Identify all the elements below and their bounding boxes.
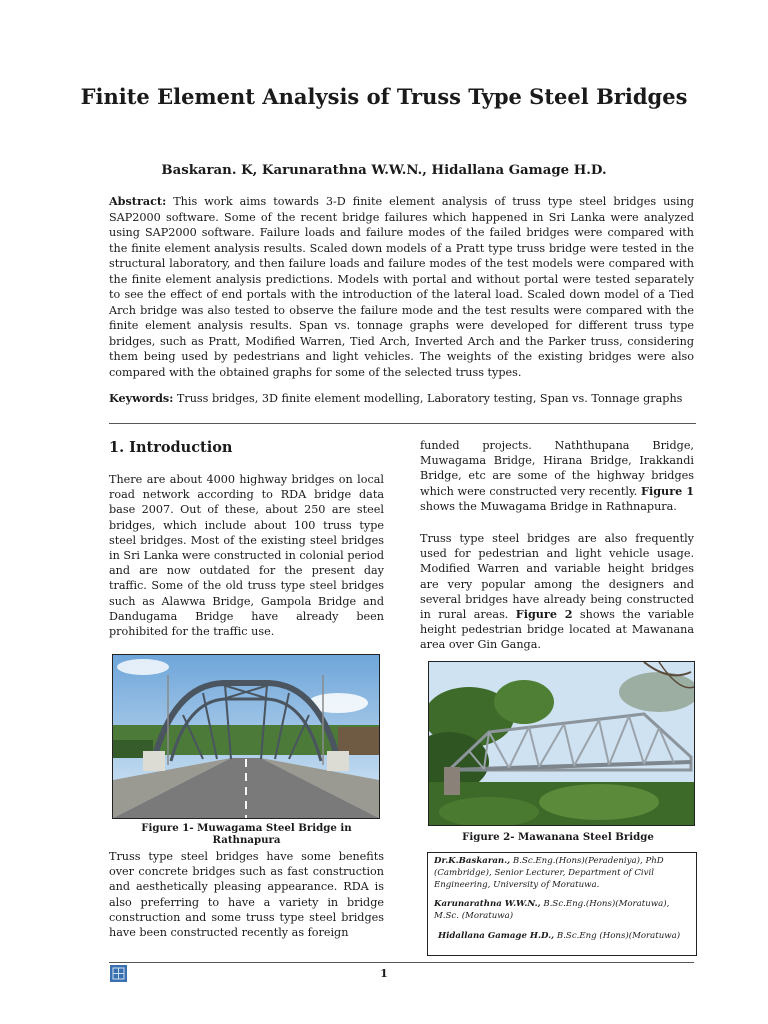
figure-1-image [112, 654, 380, 819]
muwagama-bridge-illustration [113, 655, 379, 818]
paragraph-tail: shows the Muwagama Bridge in Rathnapura. [420, 499, 677, 513]
footer-divider [109, 962, 694, 963]
paragraph-text: funded projects. Naththupana Bridge, Muwagama Bridge, Hirana Bridge, Irakkandi Bridge, etc are some of the highway bridges which were constructed very recently. [420, 439, 694, 498]
section-heading-introduction: 1. Introduction [109, 439, 233, 456]
abstract [109, 194, 694, 380]
affiliation-detail: B.Sc.Eng.(Hons)(Moratuwa), M.Sc. (Moratuwa) [434, 899, 670, 922]
author-affiliations-box [427, 852, 697, 956]
affiliation-1 [434, 856, 690, 891]
keywords-label: Keywords: [109, 391, 174, 405]
abstract-text: This work aims towards 3-D finite element analysis of truss type steel bridges using SAP2000 software. Some of the recent bridge failures which happened in Sri Lanka were analyzed using SAP2000 software. Failure loads and failure modes of the failed bridges were compared with the finite element analysis results. Scaled down models of a Pratt type truss bridge were tested in the structural laboratory, and then failure loads and failure modes of the test models were compared with the finite element analysis predictions. Models with portal and without portal were tested separately to see the effect of end portals with the introduction of the lateral load. Scaled down model of a Tied Arch bridge was also tested to observe the failure mode and the test results were compared with the finite element analysis results. Span vs. tonnage graphs were developed for different truss type bridges, such as Pratt, Modified Warren, Tied Arch, Inverted Arch and the Parker truss, considering them being used by pedestrians and light vehicles. The weights of the existing bridges were also compared with the obtained graphs for some of the selected truss types. [109, 195, 694, 379]
intro-paragraph-2: Truss type steel bridges have some benefits over concrete bridges such as fast construction and aesthetically pleasing appearance. RDA is also preferring to have a variety in bridge construction and some truss type steel bridges have been constructed recently as foreign [109, 850, 384, 940]
keywords [109, 391, 709, 406]
paragraph-tail: shows the variable height pedestrian bridge located at Mawanana area over Gin Ganga. [420, 608, 694, 652]
affiliation-detail: B.Sc.Eng.(Hons)(Peradeniya), PhD (Cambridge), Senior Lecturer, Department of Civil Engineering, University of Moratuwa. [434, 856, 664, 890]
intro-paragraph-1: There are about 4000 highway bridges on local road network according to RDA bridge data base 2007. Out of these, about 250 are steel bridges, which include about 100 truss type steel bridges. Most of the existing steel bridges in Sri Lanka were constructed in colonial period and are now outdated for the present day traffic. Some of the old truss type steel bridges such as Alawwa Bridge, Gampola Bridge and Dandugama Bridge have already been prohibited for the traffic use. [109, 473, 384, 639]
intro-paragraph-3 [420, 438, 694, 514]
affiliation-detail: B.Sc.Eng (Hons)(Moratuwa) [554, 930, 681, 941]
author-list: Baskaran. K, Karunarathna W.W.N., Hidallana Gamage H.D. [161, 163, 607, 178]
affiliation-name: Dr.K.Baskaran., [434, 856, 511, 866]
affiliation-name: Karunarathna W.W.N., [434, 899, 541, 910]
affiliation-name: Hidallana Gamage H.D., [438, 930, 555, 941]
abstract-label: Abstract: [109, 194, 167, 208]
affiliation-3 [438, 931, 690, 943]
mawanana-bridge-illustration [429, 662, 694, 825]
figure-1-caption: Figure 1- Muwagama Steel Bridge in Rathnapura [141, 822, 352, 846]
figure-2-caption: Figure 2- Mawanana Steel Bridge [462, 831, 654, 843]
keywords-text: Truss bridges, 3D finite element modelling, Laboratory testing, Span vs. Tonnage graphs [173, 392, 683, 405]
figure-2-reference: Figure 2 [515, 607, 573, 622]
section-divider [109, 423, 696, 424]
figure-2-image [428, 661, 695, 826]
paragraph-text: Truss type steel bridges are also frequently used for pedestrian and light vehicle usage. Modified Warren and variable height bridges are very popular among the designers and several bridges have already being constructed in rural areas. [420, 532, 694, 622]
page-number: 1 [380, 967, 388, 980]
figure-1-reference: Figure 1 [641, 483, 695, 498]
paper-title: Finite Element Analysis of Truss Type Steel Bridges [80, 84, 688, 109]
affiliation-2 [434, 899, 690, 923]
intro-paragraph-4 [420, 531, 694, 653]
